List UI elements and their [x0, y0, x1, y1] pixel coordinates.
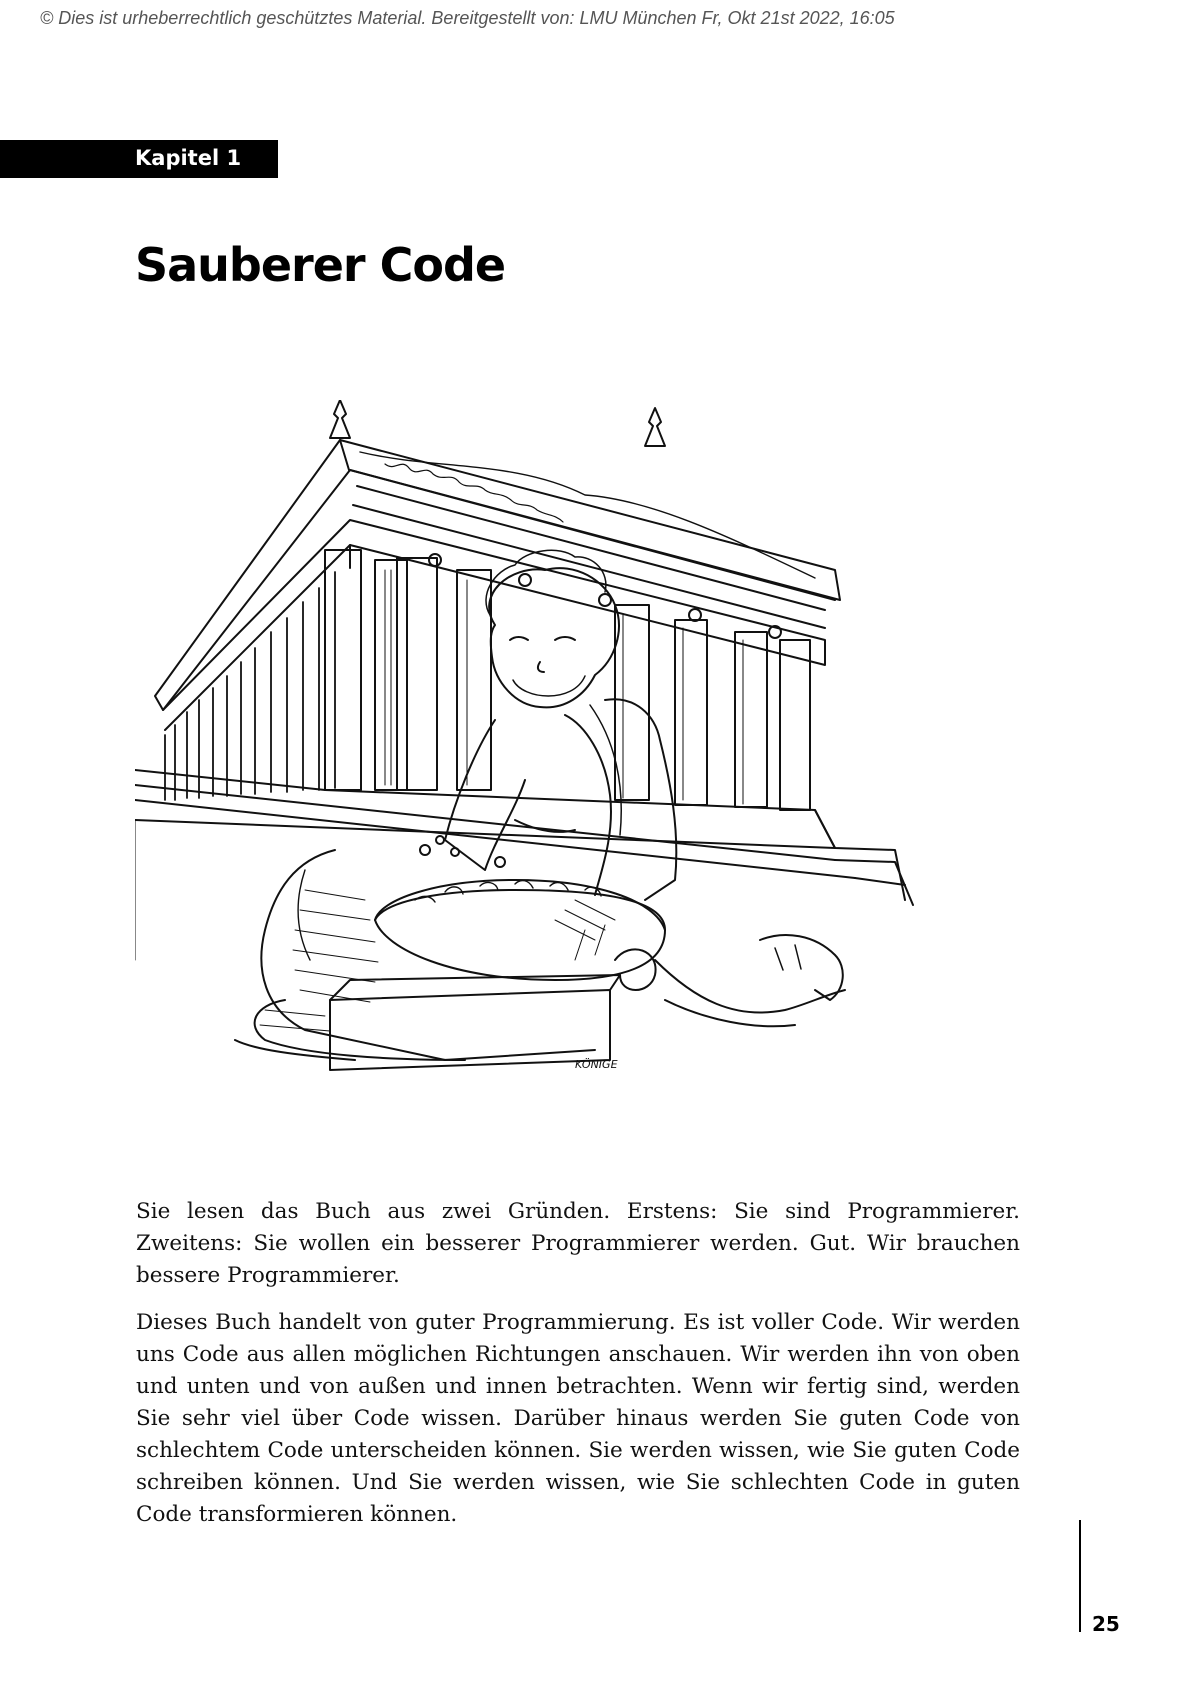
chapter-label-bar	[0, 140, 278, 178]
philosopher-legs-icon	[655, 935, 845, 1026]
artist-signature: KÖNIGE	[575, 1058, 618, 1071]
stone-plinth-icon	[330, 975, 620, 1070]
page-number-rule	[1079, 1520, 1081, 1632]
basin-of-code-icon	[375, 836, 665, 980]
temple-front-columns-icon	[325, 550, 810, 810]
page-number: 25	[1092, 1612, 1120, 1636]
copyright-watermark: © Dies ist urheberrechtlich geschütztes Material. Bereitgestellt von: LMU München Fr, Okt 21st 2022, 16:05	[40, 8, 895, 28]
temple-steps-icon	[135, 770, 913, 960]
chapter-illustration	[135, 400, 985, 1160]
philosopher-figure-icon	[445, 550, 676, 900]
code-scroll-icon	[235, 850, 656, 1060]
intro-paragraph-1: Sie lesen das Buch aus zwei Gründen. Erstens: Sie sind Programmierer. Zweitens: Sie wollen ein besserer Programmierer werden. Gut. Wir brauchen bessere Programmierer.	[136, 1199, 1020, 1288]
chapter-intro-text	[136, 1196, 1020, 1546]
temple-acroterion-icon	[330, 400, 665, 446]
chapter-title: Sauberer Code	[135, 238, 506, 292]
intro-paragraph-2: Dieses Buch handelt von guter Programmierung. Es ist voller Code. Wir werden uns Code aus allen möglichen Richtungen anschauen. Wir werden ihn von oben und unten und von außen und innen betrachten. Wenn wir fertig sind, werden Sie sehr viel über Code wissen. Darüber hinaus werden Sie guten Code von schlechtem Code unterscheiden können. Sie werden wissen, wie Sie guten Code schreiben können. Und Sie werden wissen, wie Sie schlechten Code in guten Code transformieren können.	[136, 1310, 1020, 1527]
temple-side-columns-icon	[165, 572, 335, 800]
chapter-label: Kapitel 1	[135, 146, 242, 170]
